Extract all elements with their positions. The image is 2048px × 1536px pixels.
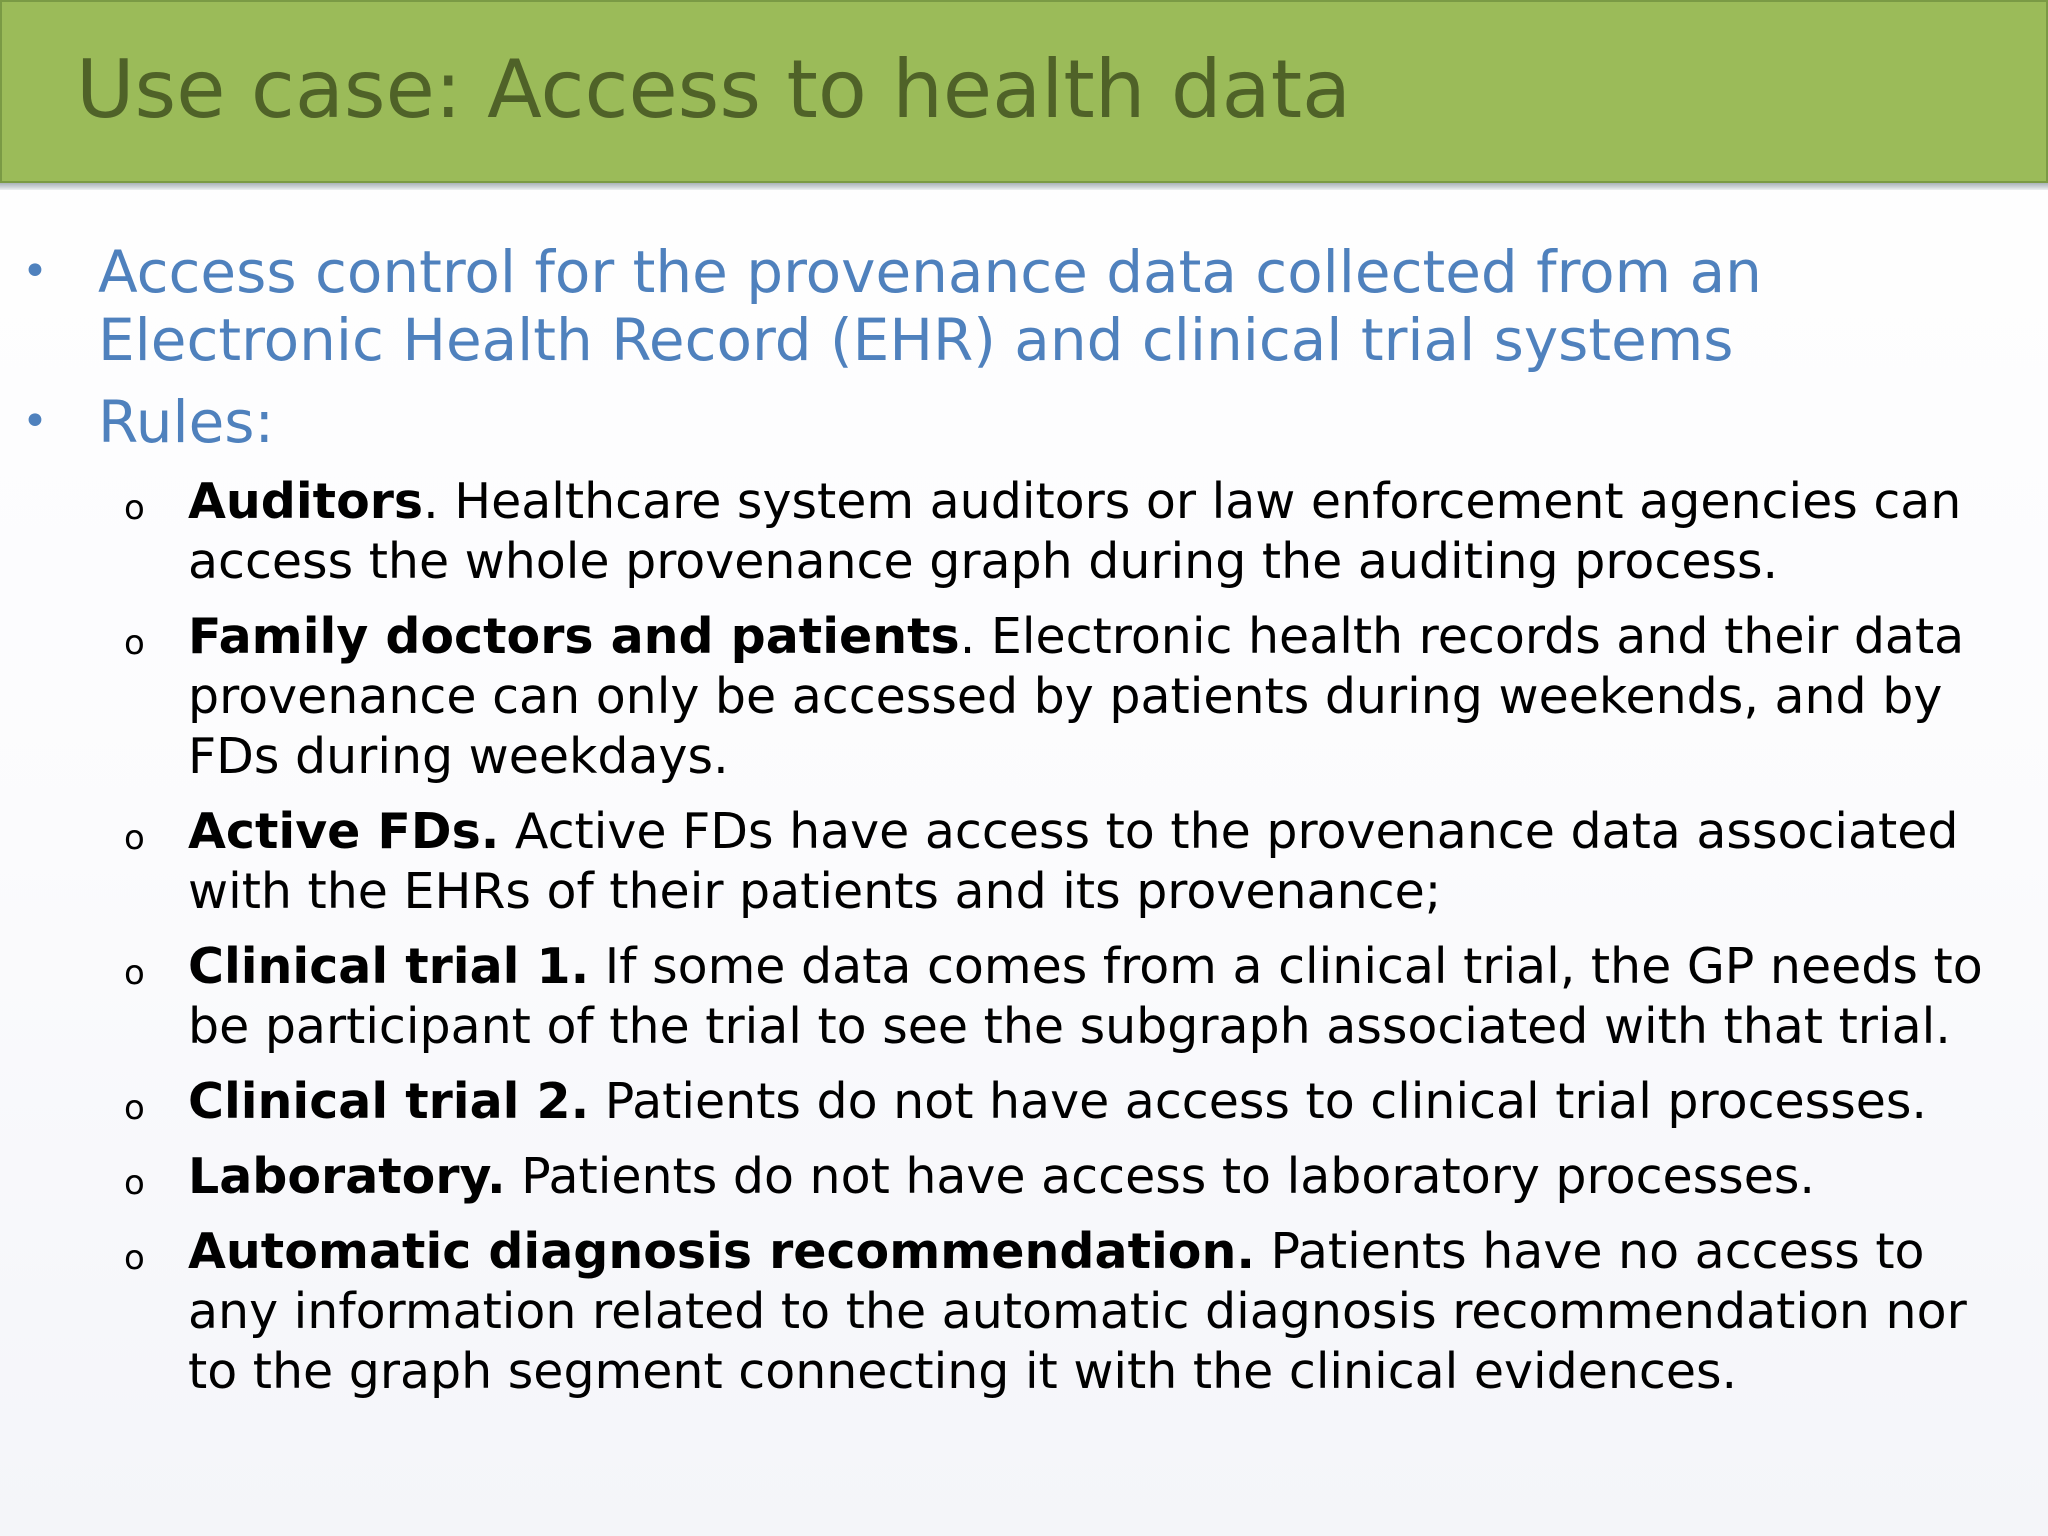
hollow-circle-icon: o	[124, 1163, 145, 1203]
rule-item-auditors	[0, 472, 2048, 592]
rule-item-laboratory	[0, 1147, 2048, 1207]
hollow-circle-icon: o	[124, 953, 145, 993]
hollow-circle-icon: o	[124, 1238, 145, 1278]
title-divider	[0, 183, 2048, 190]
bullet-dot-icon: •	[22, 246, 48, 297]
rule-heading: Laboratory.	[188, 1148, 506, 1205]
rule-heading: Clinical trial 1.	[188, 938, 590, 995]
rule-text: . Healthcare system auditors or law enforcement agencies can access the whole provenance graph during the auditing process.	[188, 473, 1962, 590]
rule-text: Active FDs have access to the provenance data associated with the EHRs of their patients and its provenance;	[188, 803, 1959, 920]
rule-text: Patients do not have access to laboratory processes.	[505, 1148, 1815, 1205]
rule-heading: Auditors	[188, 473, 424, 530]
rule-item-clinical-trial-2	[0, 1072, 2048, 1132]
bullet-text: Rules:	[98, 388, 275, 456]
rule-heading: Clinical trial 2.	[188, 1073, 590, 1130]
hollow-circle-icon: o	[124, 818, 145, 858]
hollow-circle-icon: o	[124, 623, 145, 663]
rule-heading: Active FDs.	[188, 803, 500, 860]
slide-title: Use case: Access to health data	[76, 43, 1352, 136]
rules-list	[0, 472, 2048, 1402]
hollow-circle-icon: o	[124, 488, 145, 528]
bullet-item	[0, 388, 2048, 456]
bullet-text: Access control for the provenance data collected from an Electronic Health Record (EHR) and clinical trial systems	[98, 238, 1762, 374]
rule-item-automatic-diagnosis	[0, 1222, 2048, 1402]
slide-content	[0, 238, 2048, 1417]
rule-text: Patients have no access to any information related to the automatic diagnosis recommendation nor to the graph segment connecting it with the clinical evidences.	[188, 1223, 1967, 1400]
title-bar	[0, 0, 2048, 183]
hollow-circle-icon: o	[124, 1088, 145, 1128]
bullet-dot-icon: •	[22, 396, 48, 447]
rule-item-family-doctors	[0, 607, 2048, 787]
rule-text: If some data comes from a clinical trial, the GP needs to be participant of the trial to see the subgraph associated with that trial.	[188, 938, 1983, 1055]
rule-item-clinical-trial-1	[0, 937, 2048, 1057]
rule-heading: Automatic diagnosis recommendation.	[188, 1223, 1255, 1280]
bullet-item	[0, 238, 2048, 374]
rule-text: . Electronic health records and their data provenance can only be accessed by patients during weekends, and by FDs during weekdays.	[188, 608, 1965, 785]
rule-heading: Family doctors and patients	[188, 608, 960, 665]
rule-text: Patients do not have access to clinical trial processes.	[589, 1073, 1927, 1130]
rule-item-active-fds	[0, 802, 2048, 922]
